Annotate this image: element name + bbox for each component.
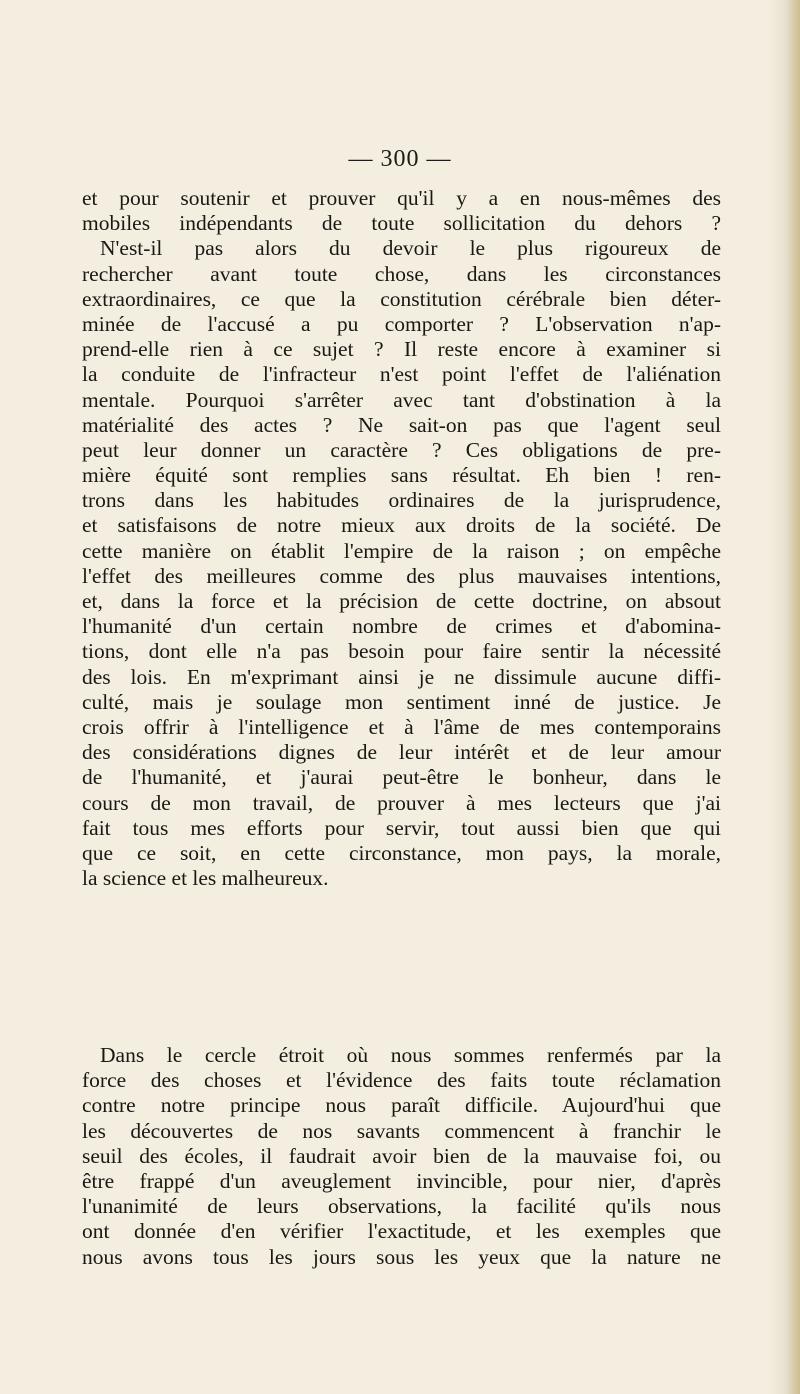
text-line: de l'humanité, et j'aurai peut-être le bonheur, dans le — [82, 765, 721, 790]
text-line: rechercher avant toute chose, dans les circonstances — [82, 261, 721, 286]
paragraph-2 — [82, 1043, 721, 1270]
text-line: force des choses et l'évidence des faits toute réclamation — [82, 1068, 721, 1093]
text-line: trons dans les habitudes ordinaires de la jurisprudence, — [82, 488, 721, 513]
text-line: mobiles indépendants de toute sollicitation du dehors ? — [82, 211, 721, 236]
text-line: prend-elle rien à ce sujet ? Il reste encore à examiner si — [82, 337, 721, 362]
text-line: seuil des écoles, il faudrait avoir bien de la mauvaise foi, ou — [82, 1143, 721, 1168]
text-line: ont donnée d'en vérifier l'exactitude, et les exemples que — [82, 1219, 721, 1244]
text-line: contre notre principe nous paraît difficile. Aujourd'hui que — [82, 1093, 721, 1118]
text-line: des considérations dignes de leur intérêt et de leur amour — [82, 740, 721, 765]
text-line: tions, dont elle n'a pas besoin pour faire sentir la nécessité — [82, 639, 721, 664]
text-line: et, dans la force et la précision de cette doctrine, on absout — [82, 589, 721, 613]
text-line: cours de mon travail, de prouver à mes lecteurs que j'ai — [82, 790, 721, 815]
text-line: et pour soutenir et prouver qu'il y a en nous-mêmes des — [82, 186, 721, 210]
text-line: la science et les malheureux. — [82, 866, 329, 891]
text-line: que ce soit, en cette circonstance, mon pays, la morale, — [82, 840, 721, 865]
text-line: culté, mais je soulage mon sentiment inné de justice. Je — [82, 689, 721, 714]
text-line: nous avons tous les jours sous les yeux que la nature ne — [82, 1244, 721, 1269]
text-line: mière équité sont remplies sans résultat. Eh bien ! ren- — [82, 463, 721, 488]
text-line: peut leur donner un caractère ? Ces obligations de pre- — [82, 437, 721, 462]
text-line: matérialité des actes ? Ne sait-on pas que l'agent seul — [82, 412, 721, 437]
text-line: minée de l'accusé a pu comporter ? L'observation n'ap- — [82, 311, 721, 336]
paragraph-1 — [82, 186, 721, 891]
text-line: l'humanité d'un certain nombre de crimes et d'abomina- — [82, 614, 721, 639]
text-line: être frappé d'un aveuglement invincible, pour nier, d'après — [82, 1168, 721, 1193]
page-number: — 300 — — [348, 146, 452, 172]
text-line: l'effet des meilleures comme des plus mauvaises intentions, — [82, 563, 721, 588]
text-line: crois offrir à l'intelligence et à l'âme de mes contemporains — [82, 714, 721, 739]
text-line: les découvertes de nos savants commencent à franchir le — [82, 1118, 721, 1143]
text-line: extraordinaires, ce que la constitution cérébrale bien déter- — [82, 286, 721, 311]
text-line: fait tous mes efforts pour servir, tout aussi bien que qui — [82, 815, 721, 840]
text-line: la conduite de l'infracteur n'est point l'effet de l'aliénation — [82, 362, 721, 387]
text-line: l'unanimité de leurs observations, la facilité qu'ils nous — [82, 1194, 721, 1219]
page-edge-shadow — [786, 0, 800, 1394]
text-line: mentale. Pourquoi s'arrêter avec tant d'obstination à la — [82, 387, 721, 412]
text-line: Dans le cercle étroit où nous sommes renfermés par la — [100, 1043, 721, 1067]
text-line: N'est-il pas alors du devoir le plus rigoureux de — [100, 236, 721, 261]
text-line: et satisfaisons de notre mieux aux droits de la société. De — [82, 513, 721, 538]
text-line: cette manière on établit l'empire de la raison ; on empêche — [82, 538, 721, 563]
text-line: des lois. En m'exprimant ainsi je ne dissimule aucune diffi- — [82, 664, 721, 689]
